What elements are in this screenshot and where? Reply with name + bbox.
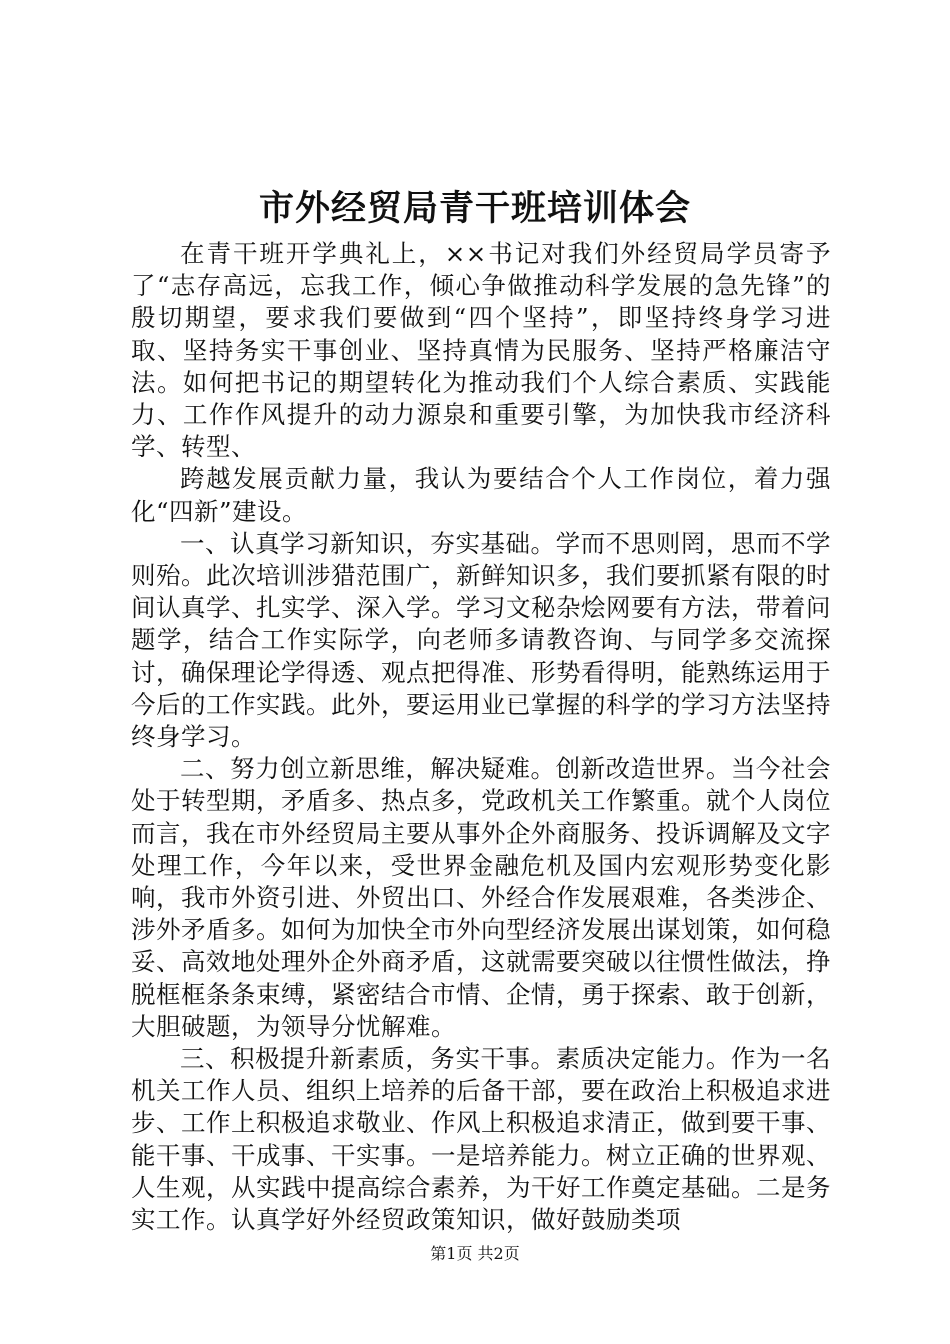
paragraph-section-three: 三、积极提升新素质，务实干事。素质决定能力。作为一名机关工作人员、组织上培养的后备干部，要在政治上积极追求进步、工作上积极追求敬业、作风上积极追求清正，做到要干事、能干事、干成事、干实事。一是培养能力。树立正确的世界观、人生观，从实践中提高综合素养，为干好工作奠定基础。二是务实工作。认真学好外经贸政策知识，做好鼓励类项 bbox=[131, 1044, 831, 1235]
page-number-footer: 第1页 共2页 bbox=[430, 1244, 520, 1263]
paragraph-intro: 在青干班开学典礼上，××书记对我们外经贸局学员寄予了“志存高远，忘我工作，倾心争做推动科学发展的急先锋”的殷切期望，要求我们要做到“四个坚持”，即坚持终身学习进取、坚持务实干事创业、坚持真情为民服务、坚持严格廉洁守法。如何把书记的期望转化为推动我们个人综合素质、实践能力、工作作风提升的动力源泉和重要引擎，为加快我市经济科学、转型、 bbox=[131, 239, 831, 462]
paragraph-section-two: 二、努力创立新思维，解决疑难。创新改造世界。当今社会处于转型期，矛盾多、热点多，党政机关工作繁重。就个人岗位而言，我在市外经贸局主要从事外企外商服务、投诉调解及文字处理工作，今年以来，受世界金融危机及国内宏观形势变化影响，我市外资引进、外贸出口、外经合作发展艰难，各类涉企、涉外矛盾多。如何为加快全市外向型经济发展出谋划策，如何稳妥、高效地处理外企外商矛盾，这就需要突破以往惯性做法，挣脱框框条条束缚，紧密结合市情、企情，勇于探索、敢于创新，大胆破题，为领导分忧解难。 bbox=[131, 754, 831, 1041]
paragraph-intro-continued: 跨越发展贡献力量，我认为要结合个人工作岗位，着力强化“四新”建设。 bbox=[131, 464, 831, 526]
paragraph-section-one: 一、认真学习新知识，夯实基础。学而不思则罔，思而不学则殆。此次培训涉猎范围广，新鲜知识多，我们要抓紧有限的时间认真学、扎实学、深入学。学习文秘杂烩网要有方法，带着问题学，结合工作实际学，向老师多请教咨询、与同学多交流探讨，确保理论学得透、观点把得准、形势看得明，能熟练运用于今后的工作实践。此外，要运用业已掌握的科学的学习方法坚持终身学习。 bbox=[131, 528, 831, 752]
document-body bbox=[131, 238, 831, 1236]
document-title: 市外经贸局青干班培训体会 bbox=[258, 188, 691, 229]
